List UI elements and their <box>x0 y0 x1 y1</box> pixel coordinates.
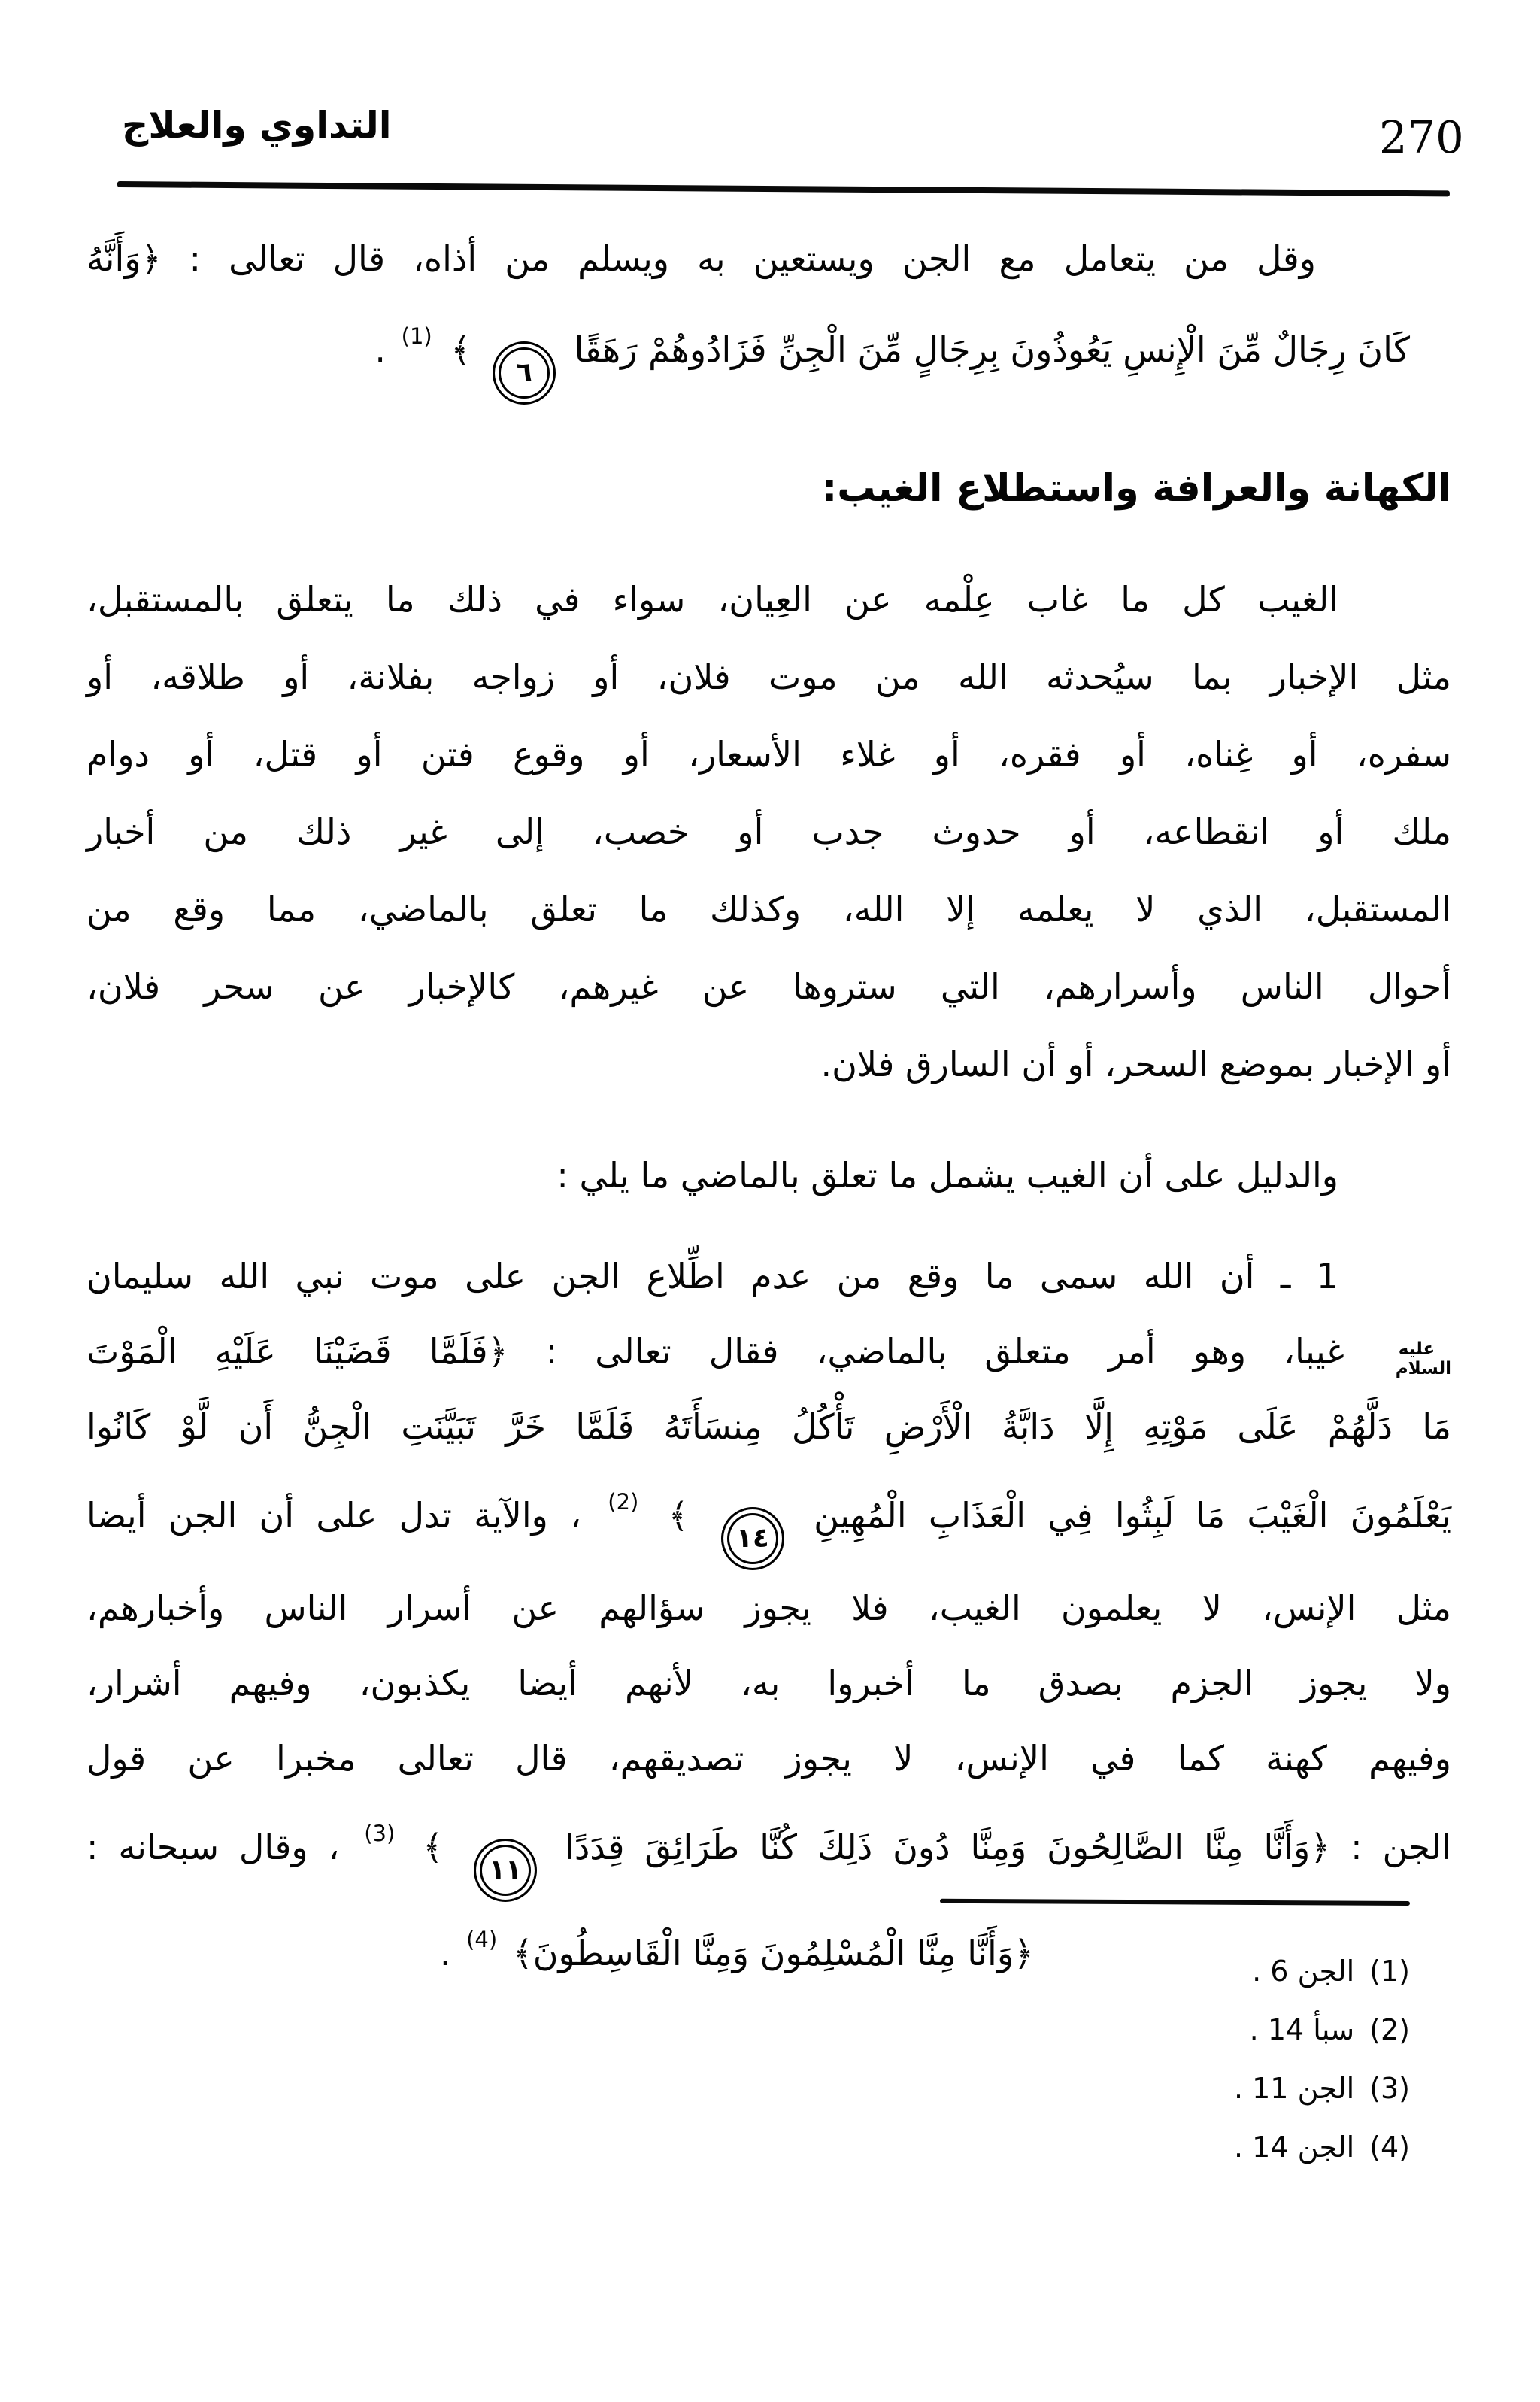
footnote-marker: (3) <box>1369 2072 1410 2105</box>
footnote-ref-2: (2) <box>608 1489 639 1515</box>
footnote-text: سبأ 14 . <box>1249 2013 1355 2046</box>
text-line: سفره، أو غِناه، أو فقره، أو غلاء الأسعار، أو وقوع فتن أو قتل، أو دوام <box>86 734 1451 775</box>
quran-closing-bracket: ﴾ <box>423 1827 444 1867</box>
footnote-item-3 <box>838 2059 1410 2118</box>
text-line: 1 ـ أن الله سمى ما وقع من عدم اطِّلاع الجن على موت نبي الله سليمان <box>86 1256 1338 1297</box>
quran-verse-line <box>86 1796 1451 1902</box>
footnote-marker: (4) <box>1369 2131 1410 2164</box>
text-line: ملك أو انقطاعه، أو حدوث جدب أو خصب، إلى غير ذلك من أخبار <box>86 811 1451 852</box>
quran-verse-text: يَعْلَمُونَ الْغَيْبَ مَا لَبِثُوا فِي الْعَذَابِ الْمُهِينِ <box>814 1495 1452 1536</box>
ayah-number-badge <box>474 1839 537 1902</box>
page-body <box>86 220 1451 1991</box>
paragraph-item-1 <box>86 1239 1451 1991</box>
ayah-number: ٦ <box>515 357 532 388</box>
text-line: أو الإخبار بموضع السحر، أو أن السارق فلان. <box>820 1044 1451 1084</box>
ayah-number-badge <box>721 1507 784 1570</box>
footnote-item-2 <box>838 2000 1410 2059</box>
text-segment: غيبا، وهو أمر متعلق بالماضي، فقال تعالى : ﴿فَلَمَّا قَضَيْنَا عَلَيْهِ الْمَوْتَ <box>86 1331 1344 1372</box>
footnote-text: الجن 11 . <box>1233 2072 1355 2105</box>
text-line: المستقبل، الذي لا يعلمه إلا الله، وكذلك ما تعلق بالماضي، مما وقع من <box>86 889 1451 930</box>
ayah-number-badge <box>493 341 556 405</box>
text-line <box>86 1314 1451 1389</box>
alayhi-salam-mark: عليه السلام <box>1395 1339 1451 1378</box>
text-line: ولا يجوز الجزم بصدق ما أخبروا به، لأنهم أيضا يكذبون، وفيهم أشرار، <box>86 1663 1451 1703</box>
sentence-period: . <box>439 1933 451 1973</box>
footnote-marker: (1) <box>1369 1955 1410 1988</box>
paragraph-ghayb-definition <box>86 561 1451 1103</box>
text-segment: ، وقال سبحانه : <box>86 1827 340 1867</box>
quran-verse-line: مَا دَلَّهُمْ عَلَى مَوْتِهِ إِلَّا دَابَّةُ الْأَرْضِ تَأْكُلُ مِنسَأَتَهُ فَلَمَّا خَرَّ تَبَيَّنَتِ الْجِنُّ أَن لَّوْ كَانُوا <box>86 1406 1451 1447</box>
page-number: 270 <box>1379 111 1464 163</box>
footnote-list <box>838 1942 1410 2176</box>
quran-closing-bracket: ﴾ <box>450 329 471 370</box>
paragraph-intro-line: وقل من يتعامل مع الجن ويستعين به ويسلم من أذاه، قال تعالى : ﴿وَأَنَّهُ <box>86 238 1316 279</box>
footnote-item-1 <box>838 1942 1410 2000</box>
quran-verse-text: ﴿وَأَنَّا مِنَّا الْمُسْلِمُونَ وَمِنَّا الْقَاسِطُونَ﴾ <box>512 1933 1034 1973</box>
text-segment: ، والآية تدل على أن الجن أيضا <box>86 1495 581 1536</box>
text-line: وفيهم كهنة كما في الإنس، لا يجوز تصديقهم، قال تعالى مخبرا عن قول <box>86 1738 1451 1779</box>
quran-verse-line <box>86 1464 1451 1570</box>
text-line: مثل الإخبار بما سيُحدثه الله من موت فلان، أو زواجه بفلانة، أو طلاقه، أو <box>86 657 1451 697</box>
footnote-text: الجن 6 . <box>1252 1955 1355 1988</box>
quran-closing-bracket: ﴾ <box>668 1495 689 1536</box>
text-line: الغيب كل ما غاب عِلْمه عن العِيان، سواء في ذلك ما يتعلق بالمستقبل، <box>86 579 1338 620</box>
footnote-item-4 <box>838 2118 1410 2176</box>
quran-verse-text: كَانَ رِجَالٌ مِّنَ الْإِنسِ يَعُوذُونَ بِرِجَالٍ مِّنَ الْجِنِّ فَزَادُوهُمْ رَهَقًا <box>574 329 1410 370</box>
text-line: أحوال الناس وأسرارهم، التي ستروها عن غيرهم، كالإخبار عن سحر فلان، <box>86 966 1451 1007</box>
running-header-title: التداوي والعلاج <box>122 104 392 147</box>
quran-verse-text: الجن : ﴿وَأَنَّا مِنَّا الصَّالِحُونَ وَمِنَّا دُونَ ذَلِكَ كُنَّا طَرَائِقَ قِدَدًا <box>565 1827 1452 1867</box>
ayah-number: ١٤ <box>735 1523 769 1554</box>
footnote-ref-3: (3) <box>364 1821 396 1846</box>
footnotes-section <box>838 1901 1410 2176</box>
footnote-marker: (2) <box>1369 2013 1410 2046</box>
footnote-ref-1: (1) <box>401 323 432 349</box>
sentence-period: . <box>374 329 387 370</box>
section-heading: الكهانة والعرافة واستطلاع الغيب: <box>821 466 1451 511</box>
header-rule <box>117 181 1450 196</box>
ayah-number: ١١ <box>489 1855 523 1885</box>
footnote-text: الجن 14 . <box>1233 2131 1355 2164</box>
footnote-ref-4: (4) <box>466 1927 498 1952</box>
quran-verse-line <box>86 298 1451 405</box>
text-line: مثل الإنس، لا يعلمون الغيب، فلا يجوز سؤالهم عن أسرار الناس وأخبارهم، <box>86 1588 1451 1628</box>
paragraph-evidence-lead: والدليل على أن الغيب يشمل ما تعلق بالماضي ما يلي : <box>556 1155 1338 1196</box>
